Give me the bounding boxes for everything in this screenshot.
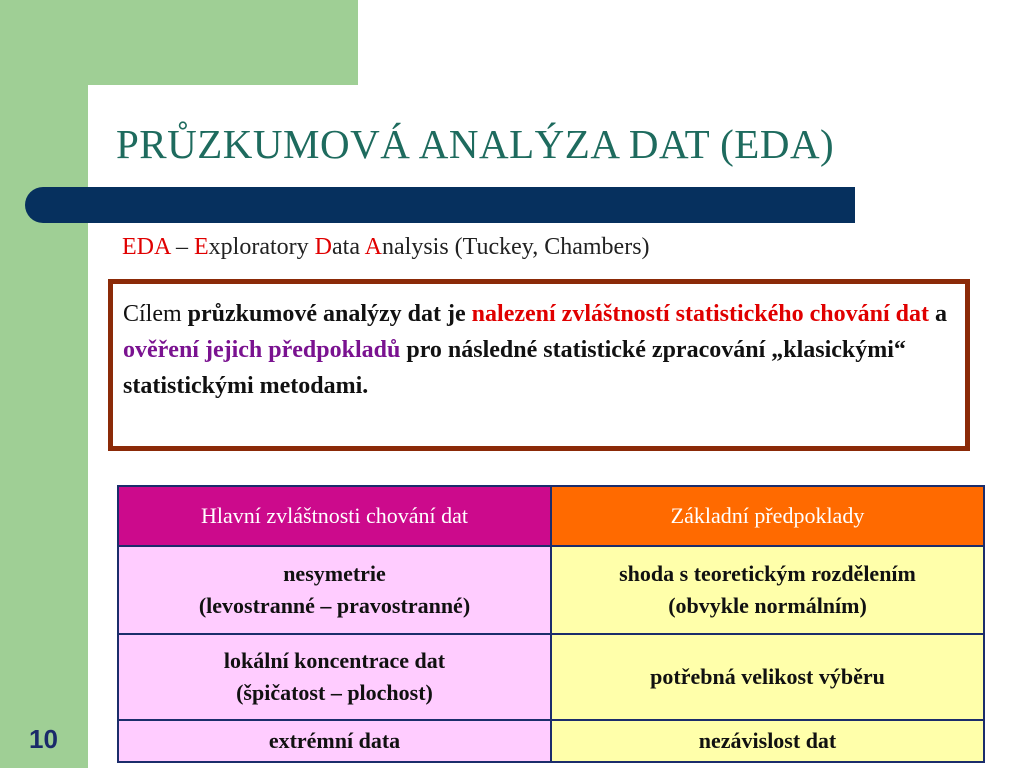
row2-left-line2: (špičatost – plochost) xyxy=(236,680,433,705)
row2-right-line1: potřebná velikost výběru xyxy=(650,664,885,689)
subtitle xyxy=(122,234,650,261)
row1-left-line2: (levostranné – pravostranné) xyxy=(198,593,471,618)
row3-left-line1: extrémní data xyxy=(268,728,401,753)
definition-box xyxy=(108,279,970,451)
table-row xyxy=(118,720,984,762)
subtitle-eda: EDA xyxy=(122,234,170,260)
def-part-6: pro následné statistické zpracování „klasickými“ statistickými metodami. xyxy=(123,337,906,399)
def-part-4: a xyxy=(929,301,948,327)
table-row xyxy=(118,634,984,720)
subtitle-ata: ata xyxy=(332,234,365,260)
def-part-5: ověření jejich předpokladů xyxy=(123,337,401,363)
def-part-3: nalezení zvláštností statistického chování dat xyxy=(471,301,930,327)
table-header-row xyxy=(118,486,984,546)
left-green-band xyxy=(0,0,88,768)
row1-left-line1: nesymetrie xyxy=(283,561,386,586)
subtitle-nalysis: nalysis (Tuckey, Chambers) xyxy=(382,234,650,260)
def-part-1: Cílem xyxy=(123,301,188,327)
top-green-band xyxy=(0,0,358,85)
eda-table xyxy=(117,485,985,763)
subtitle-e: E xyxy=(194,234,209,260)
row1-right xyxy=(551,546,984,634)
title-underline-bar xyxy=(25,187,855,223)
subtitle-d: D xyxy=(314,234,332,260)
slide-title: PRŮZKUMOVÁ ANALÝZA DAT (EDA) xyxy=(116,121,835,167)
row1-left xyxy=(118,546,551,634)
page-number: 10 xyxy=(29,724,58,754)
header-right: Základní předpoklady xyxy=(551,486,984,546)
row1-right-line1: shoda s teoretickým rozdělením xyxy=(619,561,916,586)
row3-right xyxy=(551,720,984,762)
row2-right xyxy=(551,634,984,720)
row1-right-line2: (obvykle normálním) xyxy=(668,593,867,618)
row2-left xyxy=(118,634,551,720)
def-part-2: průzkumové analýzy dat je xyxy=(187,301,472,327)
table-row xyxy=(118,546,984,634)
subtitle-dash: – xyxy=(170,234,194,260)
row2-left-line1: lokální koncentrace dat xyxy=(223,648,446,673)
definition-text xyxy=(123,296,955,404)
row3-right-line1: nezávislost dat xyxy=(698,728,837,753)
row3-left xyxy=(118,720,551,762)
subtitle-a: A xyxy=(364,234,382,260)
header-left: Hlavní zvláštnosti chování dat xyxy=(118,486,551,546)
subtitle-xploratory: xploratory xyxy=(208,234,315,260)
